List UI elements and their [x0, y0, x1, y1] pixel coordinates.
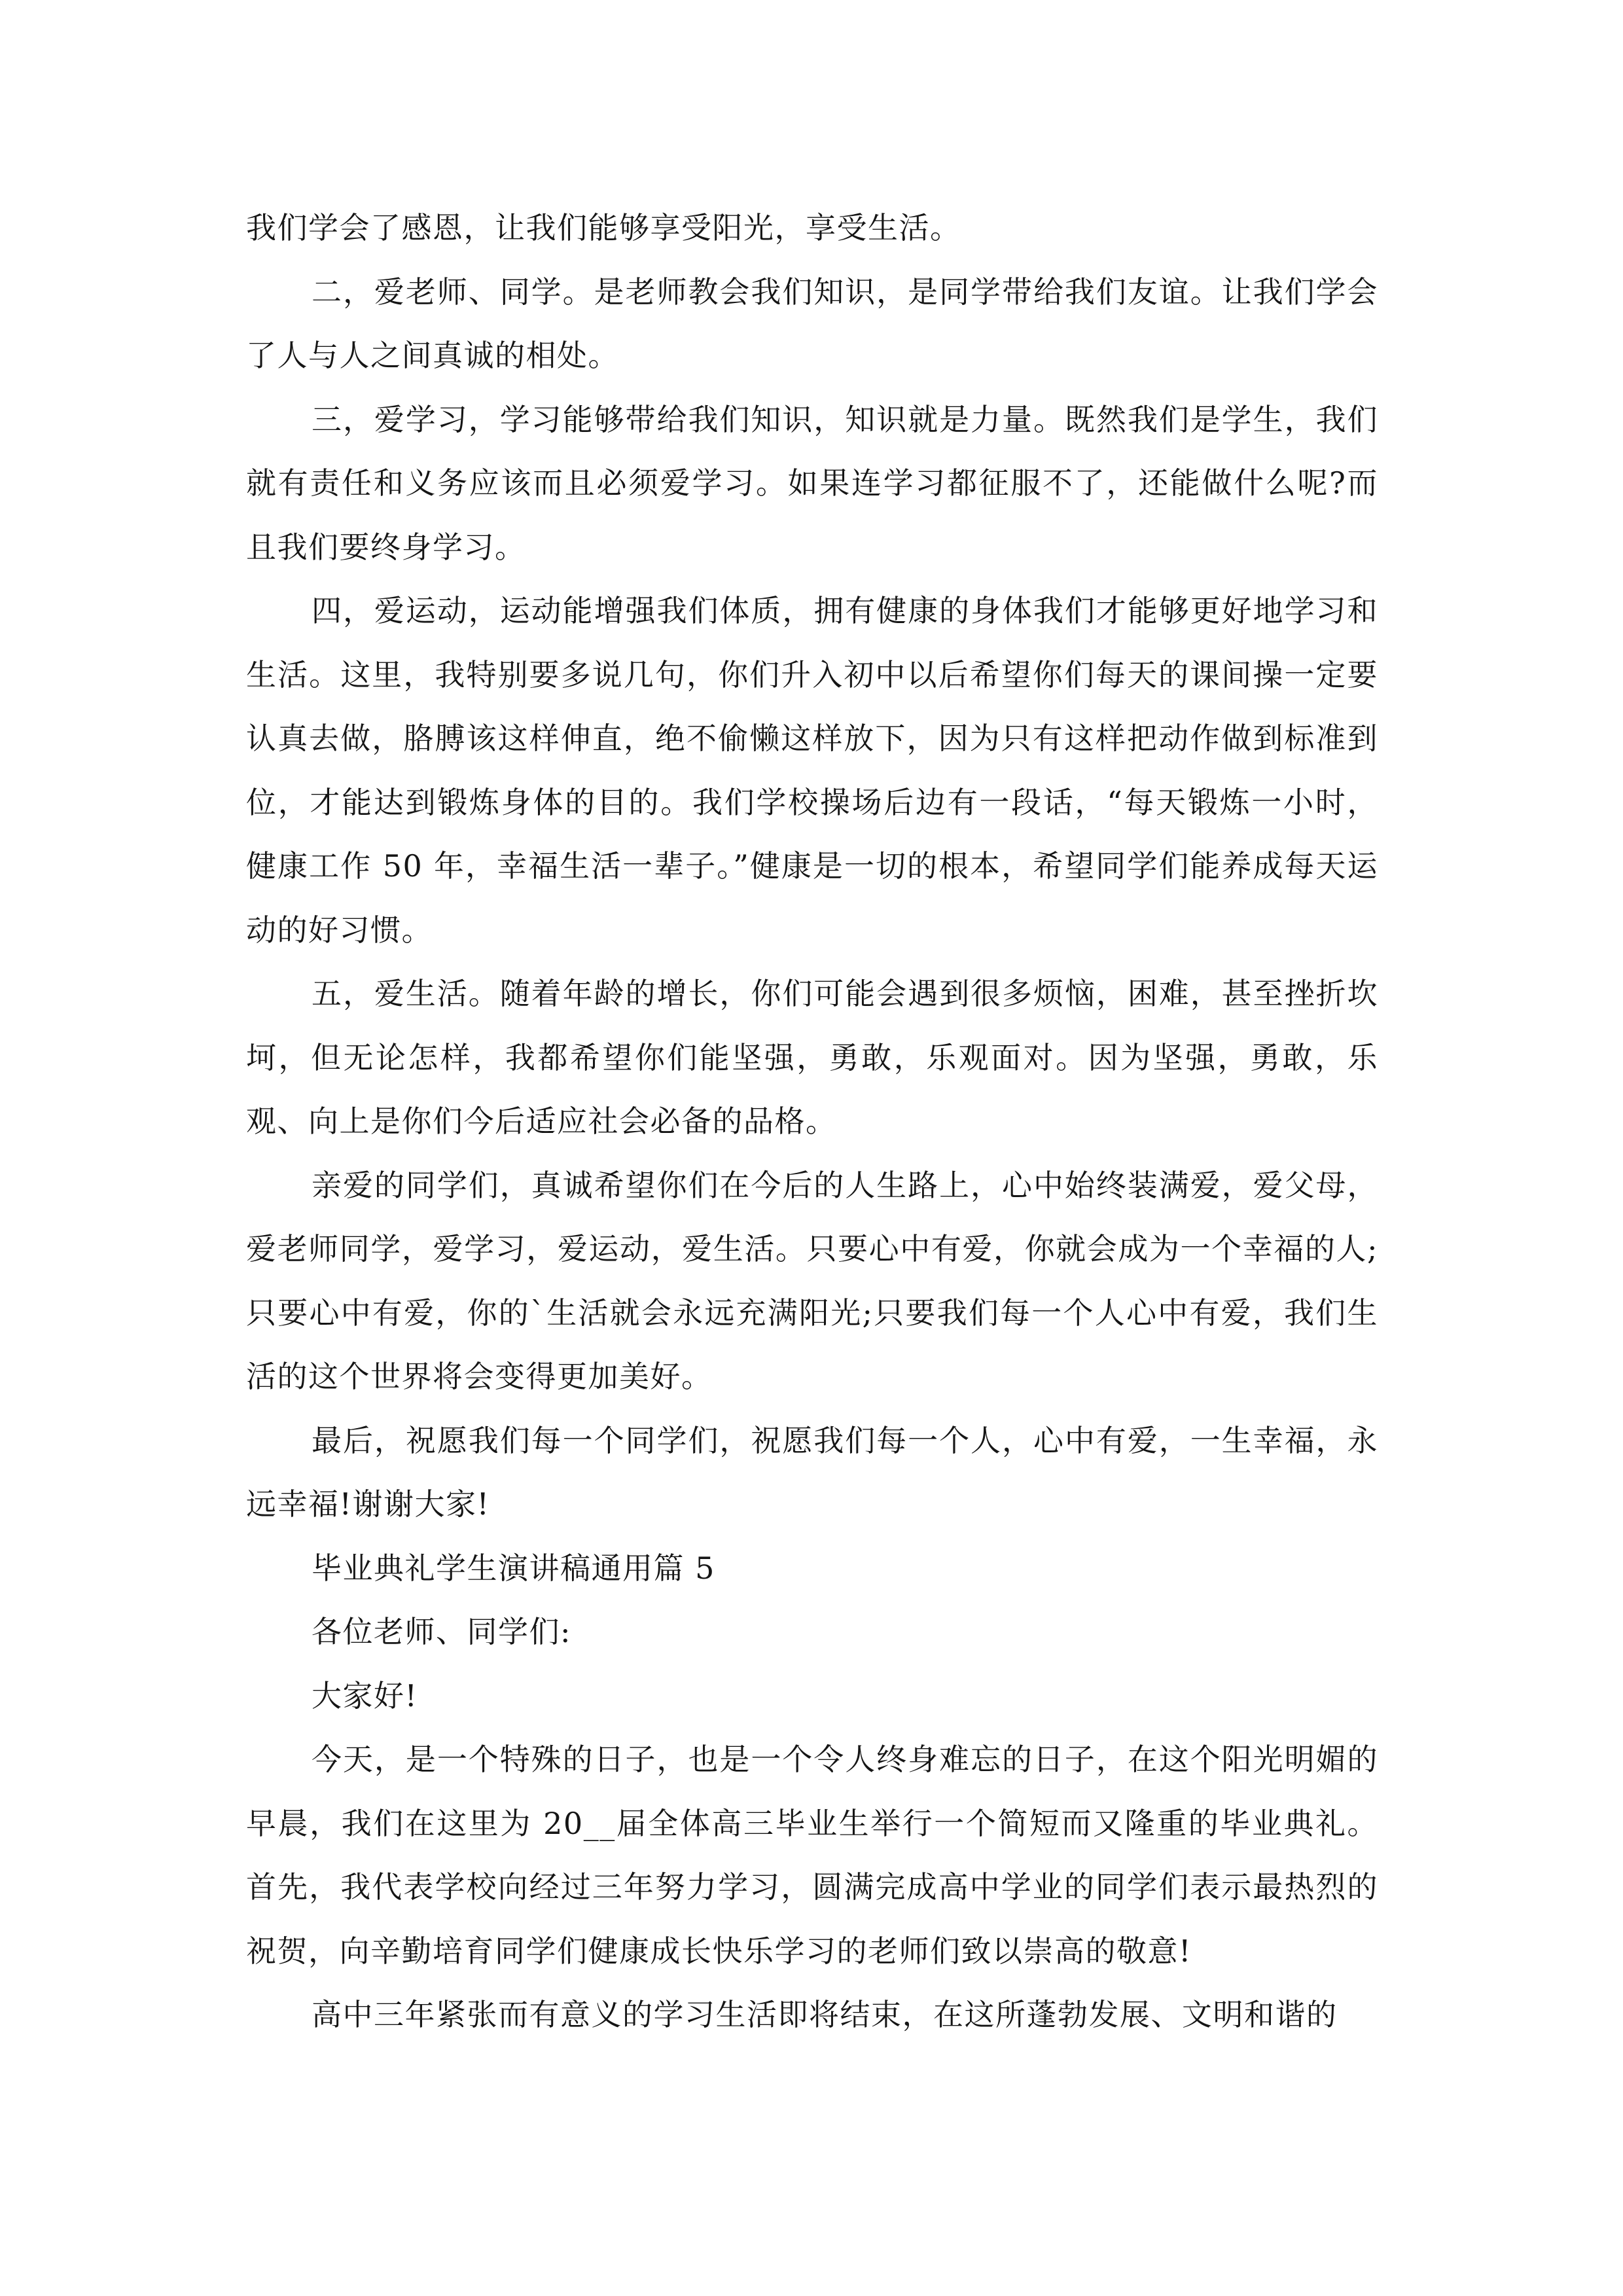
paragraph-love-study: 三，爱学习，学习能够带给我们知识，知识就是力量。既然我们是学生，我们就有责任和义务应该而且必须爱学习。如果连学习都征服不了，还能做什么呢?而且我们要终身学习。 — [246, 401, 1378, 565]
section-heading: 毕业典礼学生演讲稿通用篇 5 — [312, 1550, 715, 1586]
greeting: 大家好! — [312, 1677, 418, 1713]
paragraph-love-teachers: 二，爱老师、同学。是老师教会我们知识，是同学带给我们友谊。让我们学会了人与人之间真诚的相处。 — [246, 274, 1378, 373]
paragraph-love-sports: 四，爱运动，运动能增强我们体质，拥有健康的身体我们才能够更好地学习和生活。这里，我特别要多说几句，你们升入初中以后希望你们每天的课间操一定要认真去做，胳膊该这样伸直，绝不偷懒这样放下，因为只有这样把动作做到标准到位，才能达到锻炼身体的目的。我们学校操场后边有一段话，“每天锻炼一小时，健康工作 50 年，幸福生活一辈子。”健康是一切的根本，希望同学们能养成每天运动的好习惯。 — [246, 593, 1378, 948]
salutation: 各位老师、同学们: — [312, 1614, 571, 1649]
paragraph-high-school-end: 高中三年紧张而有意义的学习生活即将结束，在这所蓬勃发展、文明和谐的 — [312, 1997, 1338, 2032]
paragraph-love-life: 五，爱生活。随着年龄的增长，你们可能会遇到很多烦恼，困难，甚至挫折坎坷，但无论怎样，我都希望你们能坚强，勇敢，乐观面对。因为坚强，勇敢，乐观、向上是你们今后适应社会必备的品格。 — [246, 976, 1378, 1139]
paragraph-closing-wishes: 最后，祝愿我们每一个同学们，祝愿我们每一个人，心中有爱，一生幸福，永远幸福!谢谢大家! — [246, 1422, 1378, 1522]
document-page — [246, 196, 1378, 2047]
paragraph-dear-students: 亲爱的同学们，真诚希望你们在今后的人生路上，心中始终装满爱，爱父母，爱老师同学，爱学习，爱运动，爱生活。只要心中有爱，你就会成为一个幸福的人;只要心中有爱，你的`生活就会永远充满阳光;只要我们每一个人心中有爱，我们生活的这个世界将会变得更加美好。 — [246, 1167, 1378, 1394]
paragraph-gratitude-end: 我们学会了感恩，让我们能够享受阳光，享受生活。 — [246, 210, 961, 245]
paragraph-ceremony-intro: 今天，是一个特殊的日子，也是一个令人终身难忘的日子，在这个阳光明媚的早晨，我们在这里为 20__届全体高三毕业生举行一个简短而又隆重的毕业典礼。首先，我代表学校向经过三年努力学习，圆满完成高中学业的同学们表示最热烈的祝贺，向辛勤培育同学们健康成长快乐学习的老师们致以崇高的敬意! — [246, 1742, 1378, 1969]
